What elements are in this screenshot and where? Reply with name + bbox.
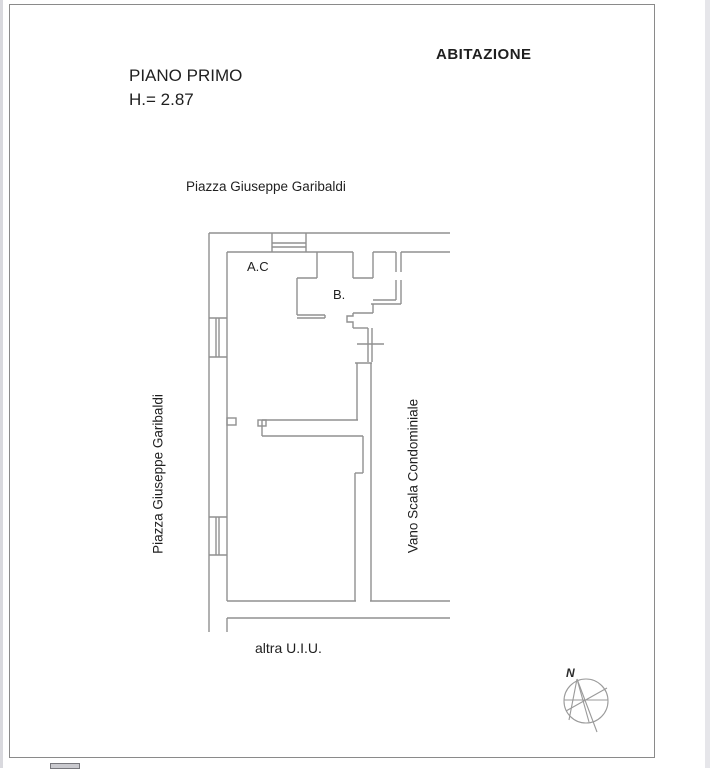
ceiling-height-note: H.= 2.87	[129, 90, 194, 109]
unit-type-label: ABITAZIONE	[436, 46, 532, 63]
room-label-b: B.	[333, 287, 346, 302]
street-label-top: Piazza Giuseppe Garibaldi	[186, 179, 346, 194]
stairwell-label: Vano Scala Condominiale	[405, 398, 421, 554]
street-label-left: Piazza Giuseppe Garibaldi	[150, 394, 166, 554]
room-label-ac: A.C	[247, 259, 269, 274]
north-letter: N	[566, 666, 575, 680]
adjacent-unit-label: altra U.I.U.	[255, 640, 322, 656]
floor-title: PIANO PRIMO	[129, 66, 243, 85]
north-arrow-icon	[564, 679, 608, 732]
